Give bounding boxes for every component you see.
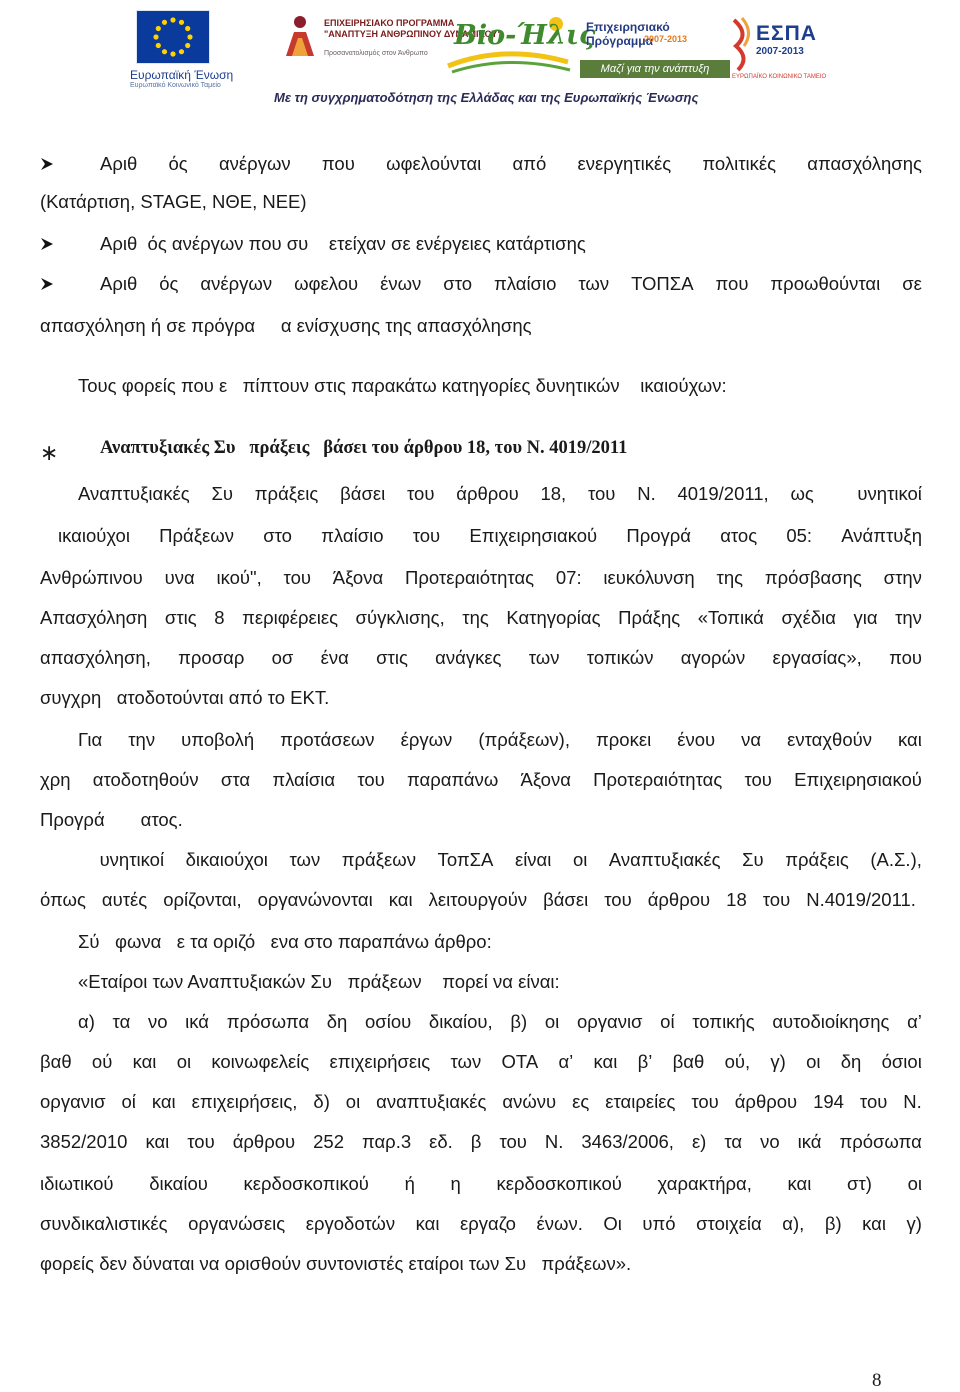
word: της [716, 567, 744, 588]
paragraph-6-line-2 [40, 1048, 922, 1076]
word: επιχειρήσεις [329, 1051, 431, 1072]
word: στ) [847, 1173, 872, 1194]
word: της [462, 607, 489, 628]
word: σε [902, 273, 922, 294]
word: ικαιούχοι [58, 525, 130, 546]
word: υποβολή [181, 729, 255, 750]
paragraph-6-line-3 [40, 1088, 922, 1116]
word: Προτεραιότητας [404, 567, 535, 588]
bullet-1-line-1 [100, 150, 922, 178]
word: (Α.Σ.), [870, 849, 922, 870]
bullet-1-line-2: (Κατάρτιση, STAGE, ΝΘΕ, ΝΕΕ) [40, 191, 307, 212]
word: στις [164, 607, 197, 628]
word: των [528, 647, 560, 668]
word: α’ [558, 1051, 574, 1072]
word: του [357, 769, 385, 790]
word: νο [147, 1011, 168, 1032]
ep-programme-line1: Επιχειρησιακό [586, 20, 670, 34]
word: Ανθρώπινου [40, 567, 143, 588]
word: ενταχθούν [787, 729, 872, 750]
eu-star-icon [185, 26, 190, 31]
section-heading: Αναπτυξιακές Συ πράξεις βάσει του άρθρου 18, του Ν. 4019/2011 [100, 438, 628, 458]
word: στην [883, 567, 922, 588]
word: παρ.3 [361, 1131, 412, 1152]
word: και [132, 1051, 157, 1072]
eu-star-icon [153, 34, 158, 39]
word: όσιοι [881, 1051, 922, 1072]
ep-programme-slogan: Μαζί για την ανάπτυξη [580, 60, 730, 78]
word: στο [443, 273, 473, 294]
word: α), [782, 1213, 805, 1234]
word: 05: [786, 525, 813, 546]
word: ανέργων [218, 153, 291, 174]
word: Αναπτυξιακές [608, 849, 721, 870]
epanad-emblem-icon [280, 14, 320, 58]
word: οργανισ [576, 1011, 643, 1032]
word: Ανάπτυξη [841, 525, 922, 546]
word: Ν. [544, 1131, 564, 1152]
eu-star-icon [156, 26, 161, 31]
word: 8 [214, 607, 225, 628]
word: αυτές [101, 889, 148, 910]
word: ός [168, 153, 188, 174]
paragraph-6-line-6 [40, 1210, 922, 1238]
word: νο [760, 1131, 780, 1152]
word: οργανώσεις [188, 1213, 286, 1234]
word: Πράξεων [159, 525, 234, 546]
word: ΤοπΣΑ [437, 849, 494, 870]
word: δη [840, 1051, 862, 1072]
word: ως [790, 483, 814, 504]
page-number: 8 [872, 1370, 882, 1391]
word: των [450, 1051, 482, 1072]
word: την [128, 729, 156, 750]
word: υνητικοί [99, 849, 165, 870]
word: εργοδοτών [305, 1213, 396, 1234]
word: 07: [555, 567, 582, 588]
epanad-logo [280, 14, 502, 64]
word: προτάσεων [280, 729, 375, 750]
word: οί [660, 1011, 675, 1032]
word: πράξεις [254, 483, 319, 504]
word: ή [404, 1173, 415, 1194]
word: και [593, 1051, 618, 1072]
word: και [415, 1213, 440, 1234]
paragraph-1-line-5 [40, 644, 922, 672]
word: ικού", [216, 567, 262, 588]
word: ενεργητικές [577, 153, 672, 174]
word: 18 [726, 889, 747, 910]
eu-star-icon [187, 34, 192, 39]
ep-programme-logo [580, 16, 730, 80]
eu-star-icon [179, 20, 184, 25]
word: β) [510, 1011, 528, 1032]
word: περιφέρειες [242, 607, 338, 628]
word: οι [544, 1011, 560, 1032]
eu-star-icon [170, 51, 175, 56]
paragraph-6-line-7: φορείς δεν δύναται να ορισθούν συντονιστές εταίροι των Συ πράξεων». [40, 1253, 632, 1274]
word: ΤΟΠΣΑ [631, 273, 694, 294]
word: άρθρου [647, 889, 711, 910]
word: και [862, 1213, 886, 1234]
word: πρόσωπα [226, 1011, 310, 1032]
word: είναι [514, 849, 552, 870]
word: Για [78, 729, 103, 750]
word: δικαίου, [428, 1011, 493, 1032]
word: τα [724, 1131, 743, 1152]
word: χαρακτήρα, [657, 1173, 752, 1194]
word: Αναπτυξιακές [78, 483, 190, 504]
espa-logo-years: 2007-2013 [756, 46, 804, 57]
word: ΟΤΑ [501, 1051, 539, 1072]
word: ανέργων [200, 273, 273, 294]
word: αναπτυξιακές [376, 1091, 487, 1112]
eu-flag-icon [136, 10, 210, 64]
eu-star-icon [162, 49, 167, 54]
word: ικά [185, 1011, 210, 1032]
word: οργανισ [40, 1091, 106, 1112]
word: 18, [540, 483, 567, 504]
word: Συ [742, 849, 764, 870]
word: ατος [720, 525, 758, 546]
word: να [741, 729, 762, 750]
word: ένου [677, 729, 716, 750]
word: από [512, 153, 547, 174]
epanad-logo-tagline: Προσανατολισμός στον Άνθρωπο [324, 50, 428, 57]
word: 3463/2006, [581, 1131, 674, 1152]
word: πλαίσιο [494, 273, 557, 294]
header-logo-strip [128, 8, 827, 105]
word: των [289, 849, 321, 870]
word: του [859, 1091, 888, 1112]
word: κερδοσκοπικού [243, 1173, 369, 1194]
word: Οι [603, 1213, 622, 1234]
word: στο [263, 525, 292, 546]
paragraph-5: «Εταίροι των Αναπτυξιακών Συ πράξεων πορεί να είναι: [78, 971, 560, 992]
word: 3852/2010 [40, 1131, 128, 1152]
word: των [578, 273, 610, 294]
word: οι [806, 1051, 821, 1072]
word: ε) [691, 1131, 707, 1152]
word: παραπάνω [407, 769, 499, 790]
word: (πράξεων), [478, 729, 570, 750]
word: ανάγκες [435, 647, 502, 668]
word: ωφελου [294, 273, 359, 294]
eu-star-icon [170, 17, 175, 22]
eu-star-icon [179, 49, 184, 54]
word: υνητικοί [857, 483, 922, 504]
word: πράξεις [785, 849, 849, 870]
epanad-logo-line2: "ΑΝΑΠΤΥΞΗ ΑΝΘΡΩΠΙΝΟΥ ΔΥΝΑΜΙΚΟΥ" [324, 29, 502, 39]
word: πλαίσια [272, 769, 336, 790]
word: β [470, 1131, 482, 1152]
word: συνδικαλιστικές [40, 1213, 168, 1234]
word: υπό [642, 1213, 676, 1234]
word: λειτουργούν [428, 889, 528, 910]
paragraph-1-line-3 [40, 564, 922, 592]
word: «Τοπικά [697, 607, 764, 628]
word: στα [220, 769, 251, 790]
word: του [283, 567, 311, 588]
word: έργων [400, 729, 453, 750]
word: για [853, 607, 878, 628]
word: Κατηγορίας [506, 607, 601, 628]
word: 252 [313, 1131, 344, 1152]
bullet-arrow-icon [40, 270, 70, 298]
word: ιδιωτικού [40, 1173, 114, 1194]
word: του [691, 1091, 719, 1112]
bullet-2-line-1: Αριθ ός ανέργων που συ ετείχαν σε ενέργειες κατάρτισης [100, 233, 586, 254]
word: γ) [770, 1051, 786, 1072]
word: οι [345, 1091, 361, 1112]
epanad-logo-line1: ΕΠΙΧΕΙΡΗΣΙΑΚΟ ΠΡΟΓΡΑΜΜΑ [324, 18, 455, 28]
word: 4019/2011, [677, 483, 769, 504]
eu-logo-name: Ευρωπαϊκή Ένωση [130, 68, 234, 82]
word: και [388, 889, 413, 910]
word: απασχόλησης [807, 153, 922, 174]
intro-text: Τους φορείς που ε πίπτουν στις παρακάτω κατηγορίες δυνητικών ικαιούχων: [78, 375, 727, 396]
word: ιευκόλυνση [603, 567, 695, 588]
word: Πράξης [618, 607, 681, 628]
eu-logo-subtitle: Ευρωπαϊκό Κοινωνικό Ταμείο [130, 82, 221, 89]
word: Αριθ [100, 273, 138, 294]
word: δικαιούχοι [185, 849, 268, 870]
word: η [450, 1173, 461, 1194]
paragraph-2-line-3: Προγρά ατος. [40, 809, 183, 830]
word: Άξονα [332, 567, 384, 588]
word: άρθρου [456, 483, 519, 504]
word: ατοδοτηθούν [92, 769, 199, 790]
bullet-arrow-icon [40, 230, 70, 258]
word: ένων. [536, 1213, 583, 1234]
word: κερδοσκοπικού [496, 1173, 622, 1194]
espa-logo-name: ΕΣΠΑ [756, 22, 817, 45]
word: που [321, 153, 355, 174]
bioilis-logo-text: Bio-Ήλις [454, 20, 596, 51]
bullet-arrow-icon [40, 150, 70, 178]
word: β) [824, 1213, 842, 1234]
word: και [898, 729, 922, 750]
word: βάσει [340, 483, 386, 504]
word: Επιχειρησιακού [469, 525, 598, 546]
word: του [587, 483, 616, 504]
ep-programme-line2: Πρόγραμμα [586, 34, 653, 48]
word: επιχειρήσεις, [191, 1091, 298, 1112]
word: τα [112, 1011, 131, 1032]
word: δ) [313, 1091, 330, 1112]
word: Ν. [637, 483, 656, 504]
bullet-3-line-2: απασχόληση ή σε πρόγρα α ενίσχυσης της απασχόλησης [40, 315, 532, 336]
word: βάσει [543, 889, 589, 910]
bioilis-logo [444, 10, 596, 76]
cofunding-text: Με τη συγχρηματοδότηση της Ελλάδας και της Ευρωπαϊκής Ένωσης [274, 90, 699, 105]
eu-logo [128, 10, 258, 89]
bullet-3-line-1 [100, 270, 922, 298]
word: ός [159, 273, 179, 294]
word: ένα [320, 647, 349, 668]
word: Ν. [903, 1091, 922, 1112]
word: πολιτικές [702, 153, 777, 174]
word: που [889, 647, 922, 668]
word: κοινωφελείς [211, 1051, 310, 1072]
word: αγορών [680, 647, 746, 668]
word: Επιχειρησιακού [794, 769, 922, 790]
word: σύγκλισης, [355, 607, 445, 628]
word: στοιχεία [696, 1213, 762, 1234]
word: οργανώνονται [257, 889, 373, 910]
paragraph-1-line-2 [58, 522, 922, 550]
word: βαθ [40, 1051, 72, 1072]
word: του [187, 1131, 215, 1152]
word: α) [78, 1011, 95, 1032]
word: πράξεων [341, 849, 416, 870]
paragraph-4: Σύ φωνα ε τα οριζό ενα στο παραπάνω άρθρο: [78, 931, 492, 952]
word: και [151, 1091, 176, 1112]
word: οί [121, 1091, 136, 1112]
word: ες [572, 1091, 590, 1112]
word: δη [326, 1011, 348, 1032]
word: εργασίας», [772, 647, 862, 668]
word: χρη [40, 769, 71, 790]
paragraph-6-line-5 [40, 1170, 922, 1198]
eu-star-icon [185, 43, 190, 48]
word: υνα [164, 567, 195, 588]
espa-logo-subtitle: ΕΥΡΩΠΑΪΚΟ ΚΟΙΝΩΝΙΚΟ ΤΑΜΕΙΟ [732, 74, 827, 80]
word: ικά [797, 1131, 822, 1152]
word: β’ [637, 1051, 653, 1072]
word: που [715, 273, 749, 294]
word: ανώνυ [502, 1091, 557, 1112]
paragraph-2-line-1 [78, 726, 922, 754]
word: δικαίου [149, 1173, 208, 1194]
word: Ν.4019/2011. [806, 889, 916, 910]
word: ορίζονται, [163, 889, 242, 910]
eu-star-icon [156, 43, 161, 48]
word: πρόσβασης [764, 567, 862, 588]
word: απασχόληση, [40, 647, 151, 668]
paragraph-3-line-2 [40, 886, 916, 914]
word: του [499, 1131, 527, 1152]
word: οι [176, 1051, 192, 1072]
word: πλαίσιο [321, 525, 384, 546]
paragraph-1-line-1 [78, 480, 922, 508]
word: την [895, 607, 922, 628]
word: οσίου [365, 1011, 412, 1032]
word: Προγρά [626, 525, 691, 546]
word: ού, [724, 1051, 751, 1072]
word: Αριθ [100, 153, 138, 174]
word: πρόσωπα [839, 1131, 922, 1152]
word: του [407, 483, 435, 504]
word: α’ [907, 1011, 922, 1032]
paragraph-1-line-6: συγχρη ατοδοτούνται από το ΕΚΤ. [40, 687, 330, 708]
word: ένων [380, 273, 422, 294]
word: βαθ [672, 1051, 705, 1072]
word: Συ [211, 483, 233, 504]
word: οι [907, 1173, 922, 1194]
paragraph-6-line-1 [78, 1008, 922, 1036]
word: Άξονα [520, 769, 571, 790]
word: ωφελούνται [386, 153, 482, 174]
word: εταιρείες [605, 1091, 676, 1112]
word: του [744, 769, 772, 790]
word: τοπικής [692, 1011, 755, 1032]
word: σχέδια [781, 607, 836, 628]
paragraph-3-line-1 [78, 846, 922, 874]
ep-programme-years: 2007-2013 [644, 34, 688, 44]
word: και [145, 1131, 170, 1152]
paragraph-6-line-4 [40, 1128, 922, 1156]
word: Προτεραιότητας [593, 769, 723, 790]
word: γ) [906, 1213, 922, 1234]
word: Απασχόληση [40, 607, 148, 628]
paragraph-1-line-4 [40, 604, 922, 632]
asterisk-bullet-icon: ∗ [40, 440, 59, 465]
word: εργαζο [460, 1213, 516, 1234]
word: προωθούνται [770, 273, 881, 294]
word: όπως [40, 889, 86, 910]
espa-logo [732, 12, 827, 88]
word: προκει [596, 729, 652, 750]
word: 194 [813, 1091, 844, 1112]
word: άρθρου [232, 1131, 296, 1152]
paragraph-2-line-2 [40, 766, 922, 794]
word: προσαρ [178, 647, 245, 668]
word: ού [91, 1051, 113, 1072]
espa-wave-icon [732, 16, 754, 72]
word: αυτοδιοίκησης [772, 1011, 890, 1032]
word: του [604, 889, 632, 910]
word: στις [376, 647, 408, 668]
word: οι [572, 849, 588, 870]
word: και [787, 1173, 812, 1194]
word: τοπικών [586, 647, 654, 668]
word: άρθρου [734, 1091, 798, 1112]
word: εδ. [429, 1131, 453, 1152]
word: του [412, 525, 441, 546]
word: οσ [271, 647, 294, 668]
eu-star-icon [162, 20, 167, 25]
word: του [762, 889, 791, 910]
